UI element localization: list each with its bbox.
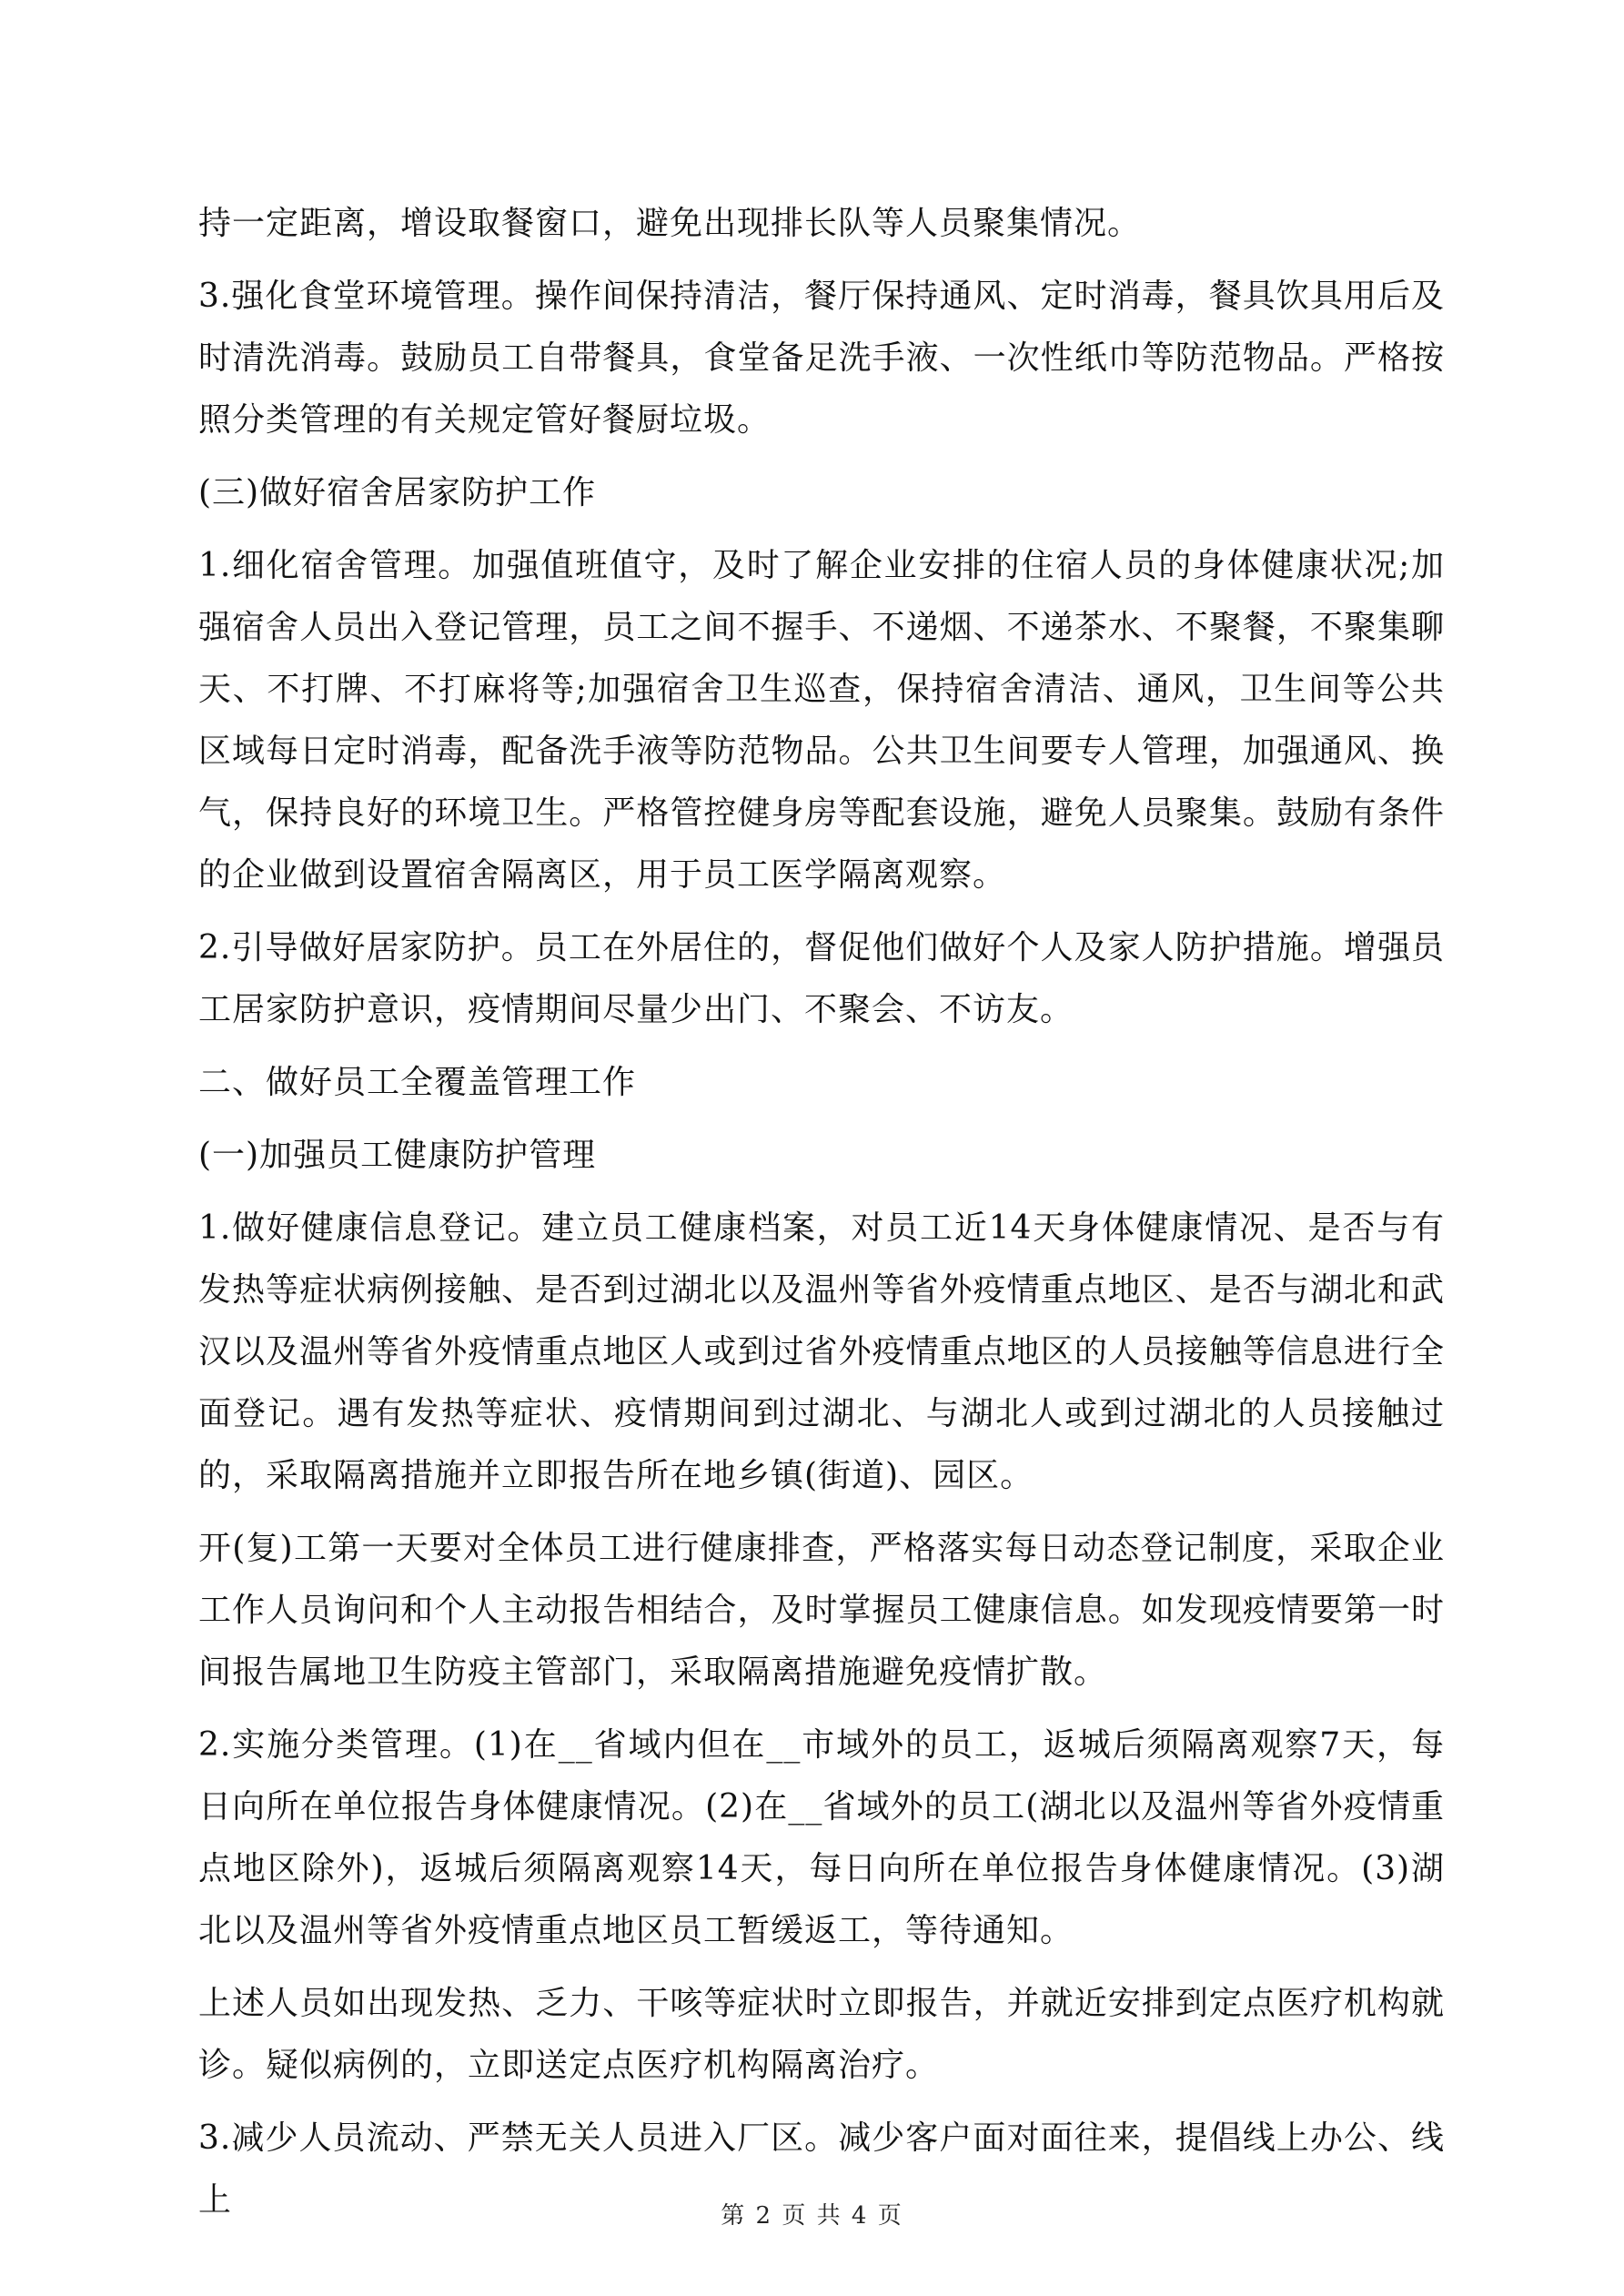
paragraph-classified-management: 2.实施分类管理。(1)在__省域内但在__市域外的员工，返城后须隔离观察7天，每日向所在单位报告身体健康情况。(2)在__省域外的员工(湖北以及温州等省外疫情重点地区除外)，返城后须隔离观察14天，每日向所在单位报告身体健康情况。(3)湖北以及温州等省外疫情重点地区员工暂缓返工，等待通知。 xyxy=(198,1726,1445,1949)
paragraph-home-protection: 2.引导做好居家防护。员工在外居住的，督促他们做好个人及家人防护措施。增强员工居家防护意识，疫情期间尽量少出门、不聚会、不访友。 xyxy=(198,929,1445,1028)
chapter-heading-employee-management: 二、做好员工全覆盖管理工作 xyxy=(198,1064,637,1101)
document-body xyxy=(198,193,1445,2242)
paragraph-health-screening: 开(复)工第一天要对全体员工进行健康排查，严格落实每日动态登记制度，采取企业工作人员询问和个人主动报告相结合，及时掌握员工健康信息。如发现疫情要第一时间报告属地卫生防疫主管部门，采取隔离措施避免疫情扩散。 xyxy=(198,1530,1445,1691)
section-heading-dormitory: (三)做好宿舍居家防护工作 xyxy=(198,474,597,511)
paragraph-health-registration: 1.做好健康信息登记。建立员工健康档案，对员工近14天身体健康情况、是否与有发热等症状病例接触、是否到过湖北以及温州等省外疫情重点地区、是否与湖北和武汉以及温州等省外疫情重点地区人或到过省外疫情重点地区的人员接触等信息进行全面登记。遇有发热等症状、疫情期间到过湖北、与湖北人或到过湖北的人员接触过的，采取隔离措施并立即报告所在地乡镇(街道)、园区。 xyxy=(198,1209,1445,1494)
paragraph-symptom-reporting: 上述人员如出现发热、乏力、干咳等症状时立即报告，并就近安排到定点医疗机构就诊。疑似病例的，立即送定点医疗机构隔离治疗。 xyxy=(198,1985,1445,2084)
paragraph-continuation: 持一定距离，增设取餐窗口，避免出现排长队等人员聚集情况。 xyxy=(198,205,1142,242)
paragraph-dormitory-management: 1.细化宿舍管理。加强值班值守，及时了解企业安排的住宿人员的身体健康状况;加强宿舍人员出入登记管理，员工之间不握手、不递烟、不递茶水、不聚餐，不聚集聊天、不打牌、不打麻将等;加强宿舍卫生巡查，保持宿舍清洁、通风，卫生间等公共区域每日定时消毒，配备洗手液等防范物品。公共卫生间要专人管理，加强通风、换气，保持良好的环境卫生。严格管控健身房等配套设施，避免人员聚集。鼓励有条件的企业做到设置宿舍隔离区，用于员工医学隔离观察。 xyxy=(198,547,1445,894)
page-number-footer: 第 2 页 共 4 页 xyxy=(721,2202,903,2230)
paragraph-canteen-environment: 3.强化食堂环境管理。操作间保持清洁，餐厅保持通风、定时消毒，餐具饮具用后及时清洗消毒。鼓励员工自带餐具，食堂备足洗手液、一次性纸巾等防范物品。严格按照分类管理的有关规定管好餐厨垃圾。 xyxy=(198,278,1445,439)
section-heading-health-protection: (一)加强员工健康防护管理 xyxy=(198,1137,597,1174)
paragraph-reduce-mobility: 3.减少人员流动、严禁无关人员进入厂区。减少客户面对面往来，提倡线上办公、线上 xyxy=(198,2119,1445,2219)
